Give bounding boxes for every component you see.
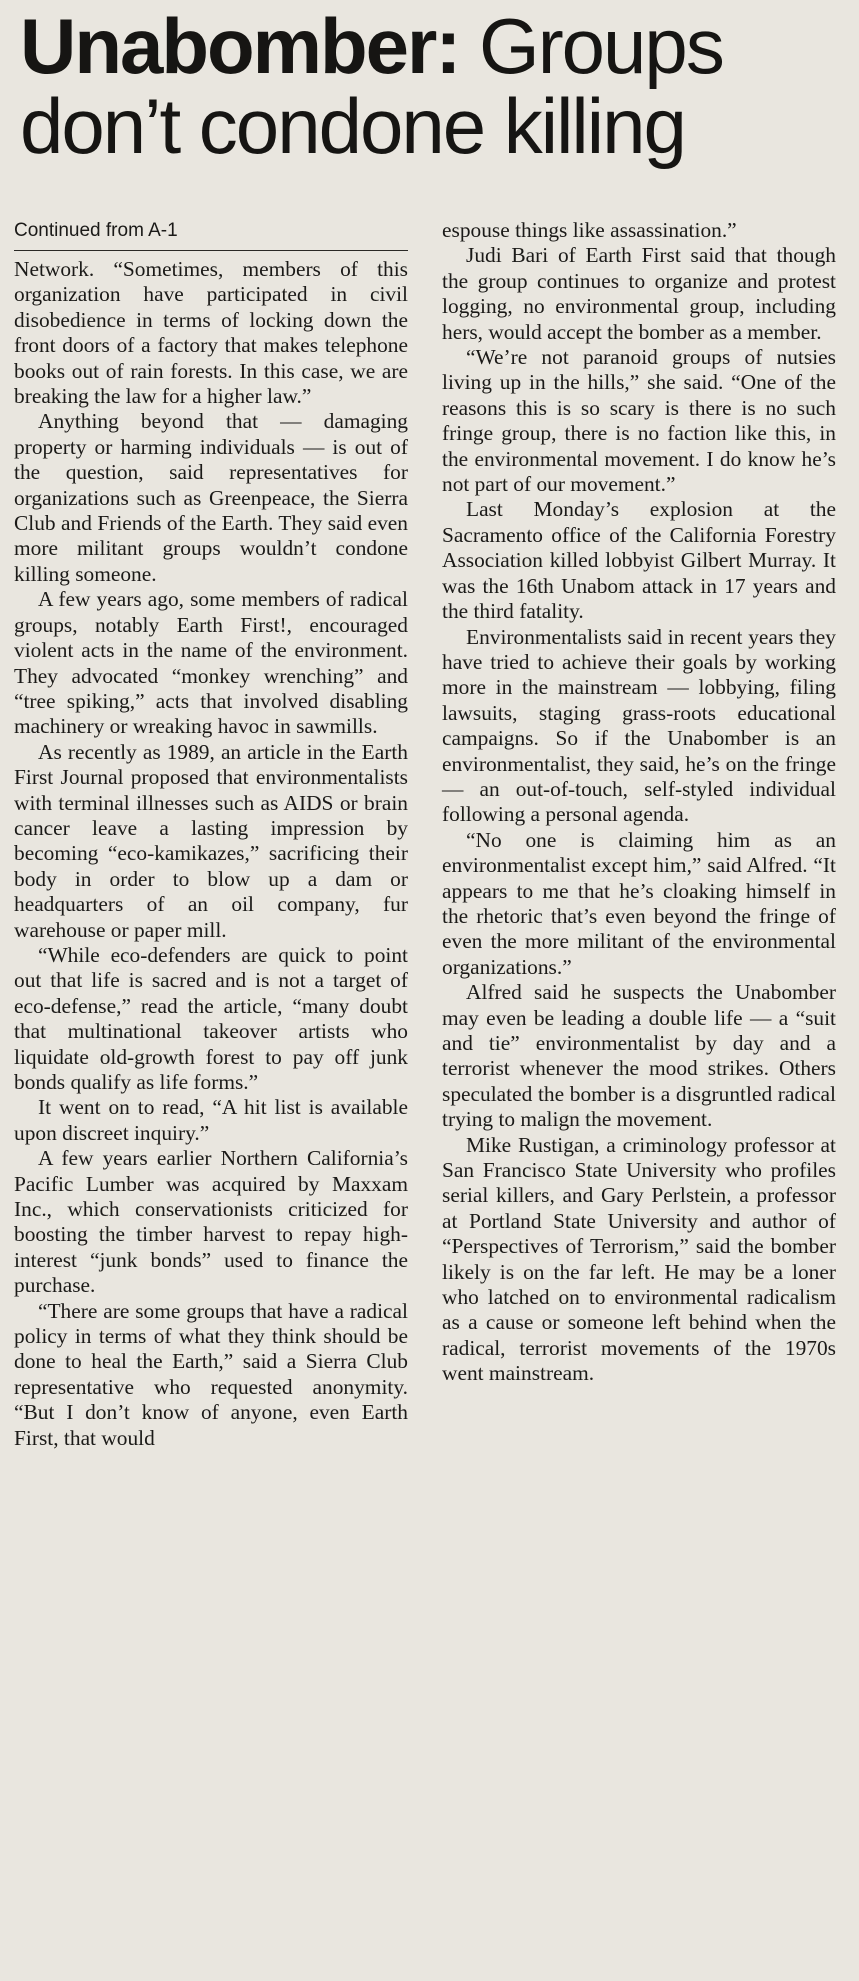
headline-lead: Unabomber: (20, 2, 460, 90)
paragraph: A few years earlier Northern California’s Pacific Lumber was acquired by Maxxam Inc., which conservationists criticized for boosting the timber harvest to repay high-interest “junk bonds” used to finance the purchase. (14, 1146, 408, 1298)
left-column (14, 218, 408, 1451)
paragraph: As recently as 1989, an article in the Earth First Journal proposed that environmentalists with terminal illnesses such as AIDS or brain cancer leave a lasting impression by becoming “eco-kamikazes,” sacrificing their body in order to blow up a dam or headquarters of an oil company, fur warehouse or paper mill. (14, 739, 408, 942)
paragraph: “While eco-defenders are quick to point out that life is sacred and is not a target of eco-defense,” read the article, “many doubt that multinational takeover artists who liquidate old-growth forest to pay off junk bonds qualify as life forms.” (14, 942, 408, 1094)
headline-rest: Groups don’t condone killing (20, 2, 723, 170)
paragraph: Alfred said he suspects the Unabomber may even be leading a double life — a “suit and tie” environmentalist by day and a terrorist whenever the mood strikes. Others speculated the bomber is a disgruntled radical trying to malign the movement. (442, 980, 836, 1132)
paragraph: “There are some groups that have a radical policy in terms of what they think should be done to heal the Earth,” said a Sierra Club representative who requested anonymity. “But I don’t know of anyone, even Earth First, that would (14, 1298, 408, 1450)
paragraph: It went on to read, “A hit list is available upon discreet inquiry.” (14, 1095, 408, 1145)
paragraph: espouse things like assassination.” (442, 218, 737, 242)
paragraph: Network. “Sometimes, members of this organization have participated in civil disobedience in terms of locking down the front doors of a factory that makes telephone books out of rain forests. In this case, we are breaking the law for a higher law.” (14, 257, 408, 409)
paragraph: Last Monday’s explosion at the Sacramento office of the California Forestry Association killed lobbyist Gilbert Murray. It was the 16th Unabom attack in 17 years and the third fatality. (442, 497, 836, 624)
continued-from-label: Continued from A-1 (14, 218, 408, 251)
article-body (14, 218, 845, 1978)
paragraph: A few years ago, some members of radical groups, notably Earth First!, encouraged violent acts in the name of the environment. They advocated “monkey wrenching” and “tree spiking,” acts that involved disabling machinery or wreaking havoc in sawmills. (14, 587, 408, 739)
paragraph: “We’re not paranoid groups of nutsies living up in the hills,” she said. “One of the reasons this is so scary is there is no such fringe group, there is no faction like this, in the environmental movement. I do know he’s not part of our movement.” (442, 345, 836, 497)
right-column (442, 218, 836, 1387)
paragraph: Environmentalists said in recent years they have tried to achieve their goals by working more in the mainstream — lobbying, filing lawsuits, staging grass-roots educational campaigns. So if the Unabomber is an environmentalist, they said, he’s on the fringe — an out-of-touch, self-styled individual following a personal agenda. (442, 624, 836, 827)
paragraph: Anything beyond that — damaging property or harming individuals — is out of the question, said representatives for organizations such as Greenpeace, the Sierra Club and Friends of the Earth. They said even more militant groups wouldn’t condone killing someone. (14, 409, 408, 586)
paragraph: Mike Rustigan, a criminology professor at San Francisco State University who profiles serial killers, and Gary Perlstein, a professor at Portland State University and author of “Perspectives of Terrorism,” said the bomber likely is on the far left. He may be a loner who latched on to environmental radicalism as a cause or someone left behind when the radical, terrorist movements of the 1970s went mainstream. (442, 1132, 836, 1386)
paragraph: “No one is claiming him as an environmentalist except him,” said Alfred. “It appears to me that he’s cloaking himself in the rhetoric that’s even beyond the fringe of even the more militant of the environmental organizations.” (442, 827, 836, 979)
headline (20, 2, 847, 170)
paragraph: Judi Bari of Earth First said that though the group continues to organize and protest logging, no environmental group, including hers, would accept the bomber as a member. (442, 243, 836, 344)
